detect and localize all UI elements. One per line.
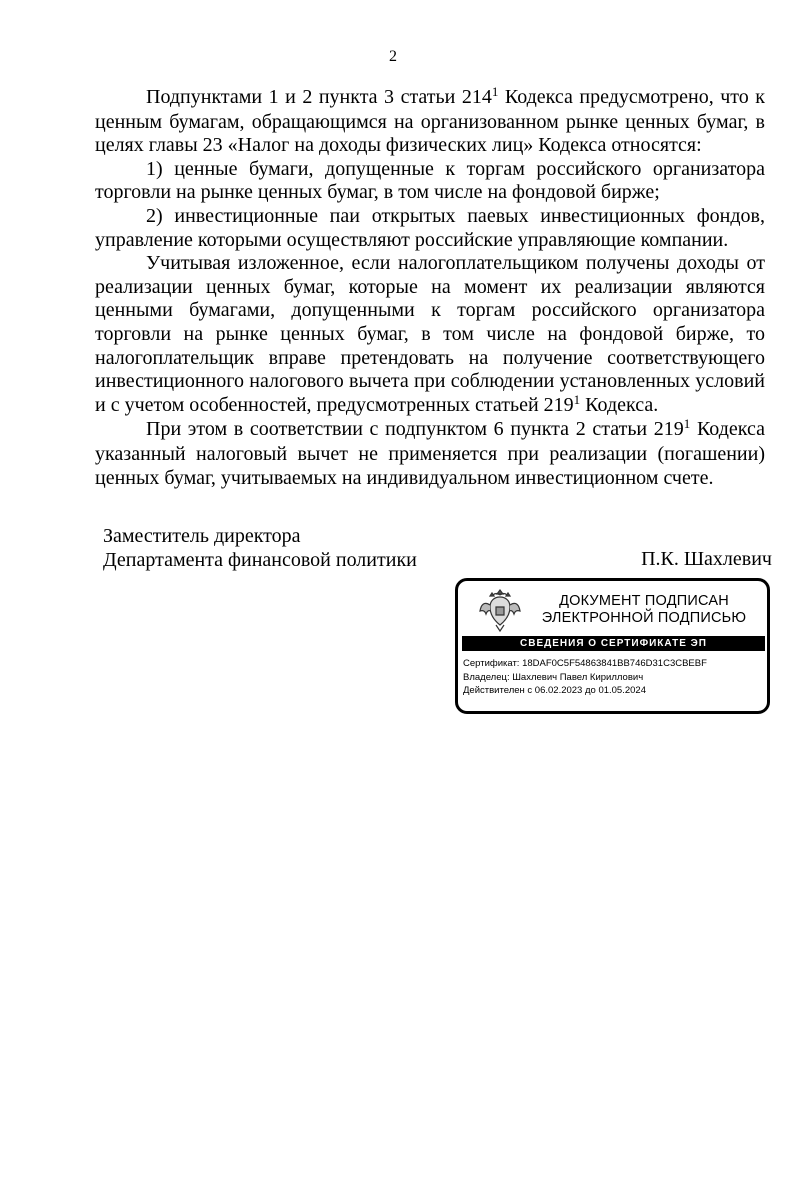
certificate-owner: Владелец: Шахлевич Павел Кириллович — [463, 671, 644, 683]
signer-position-line-2: Департамента финансовой политики — [103, 548, 417, 571]
certificate-details — [463, 657, 707, 698]
stamp-title — [528, 593, 760, 627]
signer-position-line-1: Заместитель директора — [103, 525, 301, 547]
certificate-validity: Действителен с 06.02.2023 до 01.05.2024 — [463, 685, 646, 696]
stamp-title-line-2: ЭЛЕКТРОННОЙ ПОДПИСЬЮ — [541, 610, 747, 626]
coat-of-arms-icon — [478, 587, 522, 633]
paragraph-3: 2) инвестиционные паи открытых паевых инвестиционных фондов, управление которыми осуществляют российские управляющие компании. — [95, 204, 765, 251]
paragraph-5: При этом в соответствии с подпунктом 6 пункта 2 статьи $219^1$ Кодекса указанный налоговый вычет не применяется при реализации (погашении) ценных бумаг, учитываемых на индивидуальном инвестиционном счете. — [95, 416, 765, 489]
paragraph-2: 1) ценные бумаги, допущенные к торгам российского организатора торговли на рынке ценных бумаг, в том числе на фондовой бирже; — [95, 157, 765, 204]
electronic-signature-stamp — [455, 578, 770, 714]
paragraph-4: Учитывая изложенное, если налогоплательщиком получены доходы от реализации ценных бумаг, которые на момент их реализации являются ценными бумагами, допущенными к торгам российского организатора торговли на рынке ценных бумаг, в том числе на фондовой бирже, то налогоплательщик вправе претендовать на получение соответствующего инвестиционного налогового вычета при соблюдении установленных условий и с учетом особенностей, предусмотренных статьей $219^1$ Кодекса. — [95, 252, 765, 416]
signer-name: П.К. Шахлевич — [641, 548, 772, 570]
paragraph-1: Подпунктами 1 и 2 пункта 3 статьи $214^1$ Кодекса предусмотрено, что к ценным бумагам, обращающимся на организованном рынке ценных бумаг, в целях главы 23 «Налог на доходы физических лиц» Кодекса относятся: — [95, 84, 765, 157]
letter-body — [95, 86, 765, 490]
certificate-number: Сертификат: 18DAF0C5F54863841BB746D31C3CBEBF — [463, 658, 707, 669]
page-number: 2 — [389, 48, 397, 65]
stamp-title-line-1: ДОКУМЕНТ ПОДПИСАН — [559, 593, 729, 609]
certificate-info-bar: СВЕДЕНИЯ О СЕРТИФИКАТЕ ЭП — [462, 636, 765, 651]
